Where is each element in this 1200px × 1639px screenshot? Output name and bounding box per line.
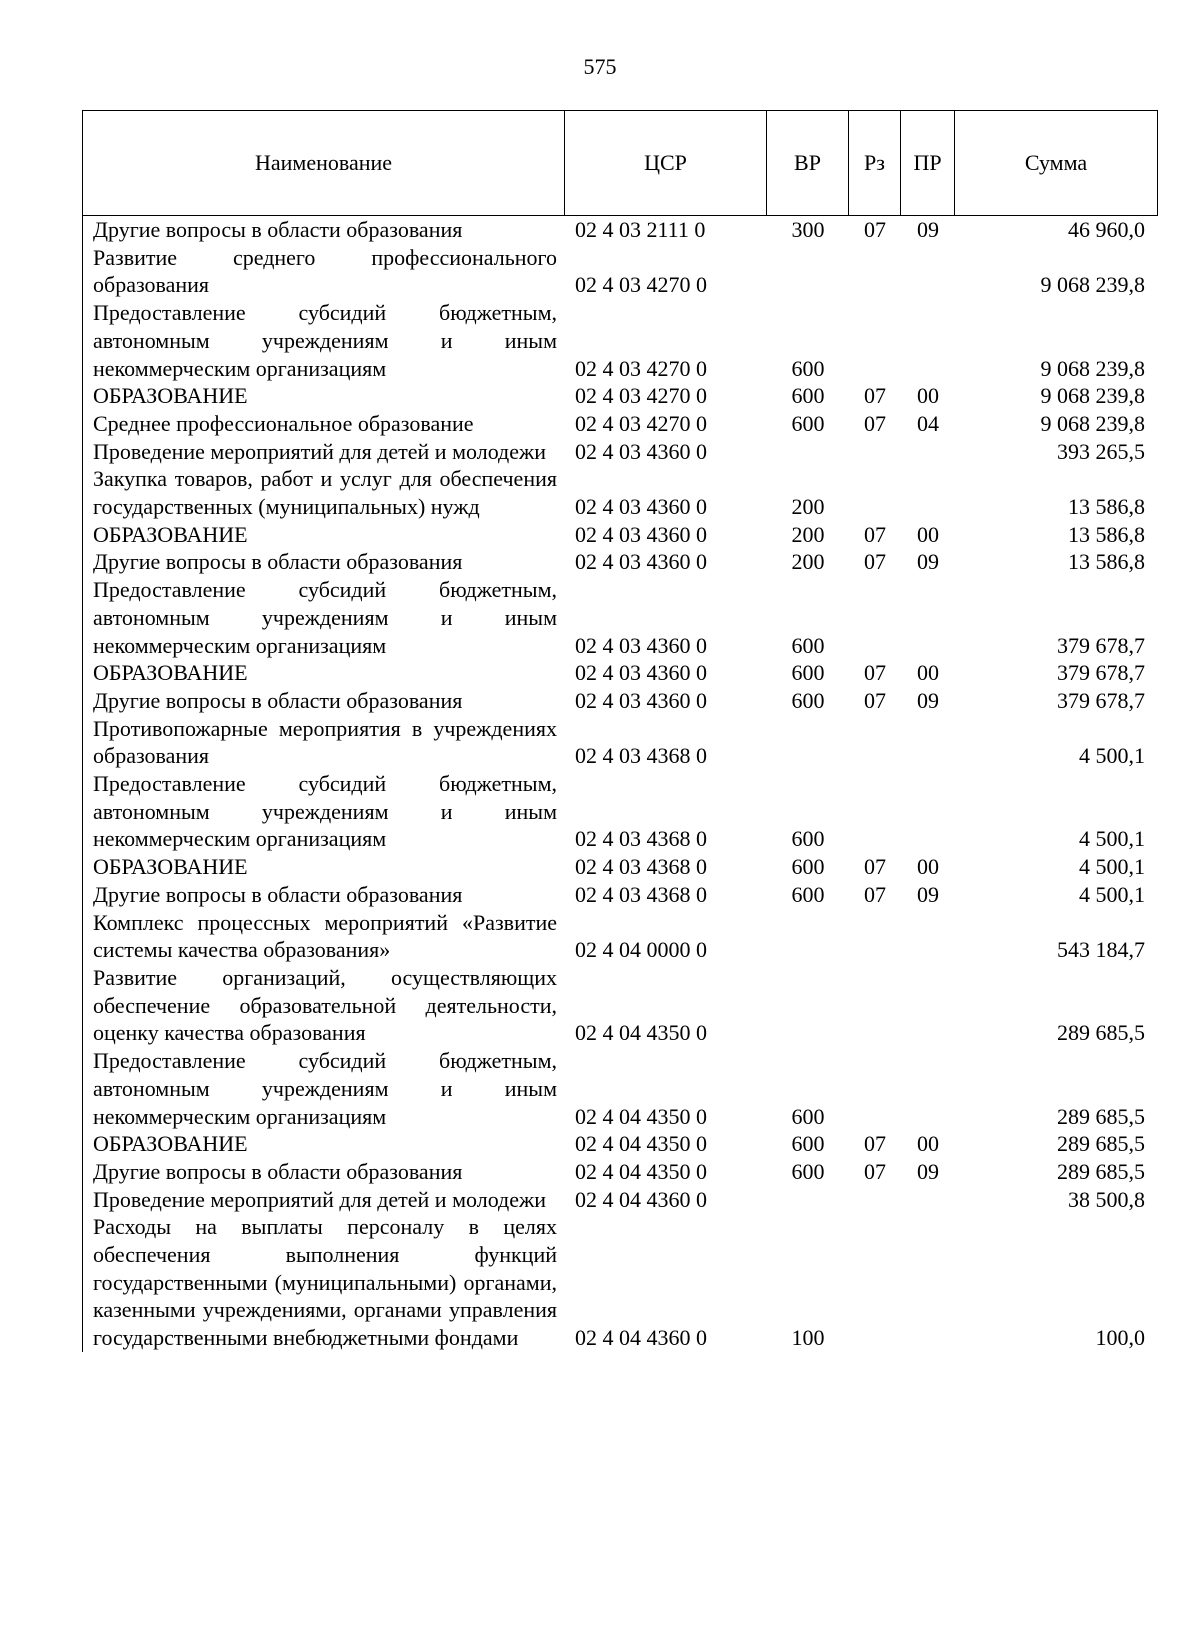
row-sum: 13 586,8 (1068, 521, 1145, 547)
page-number: 575 (583, 54, 617, 79)
row-sum: 289 685,5 (1057, 1103, 1145, 1129)
row-sum: 379 678,7 (1057, 660, 1145, 686)
row-sum: 13 586,8 (1068, 549, 1145, 575)
row-rz: 07 (864, 410, 886, 436)
table-row (83, 909, 1159, 964)
row-name: Развитие среднего профессионального образования (93, 244, 557, 298)
table-row (83, 548, 1159, 576)
row-csr: 02 4 03 4360 0 (575, 687, 707, 713)
row-name: Закупка товаров, работ и услуг для обеспечения государственных (муниципальных) нужд (93, 466, 557, 520)
row-pr: 09 (917, 881, 939, 907)
row-vr: 600 (791, 660, 825, 686)
row-sum: 289 685,5 (1057, 1131, 1145, 1157)
table-row (83, 659, 1159, 687)
row-vr: 600 (791, 355, 825, 381)
row-csr: 02 4 03 4360 0 (575, 494, 707, 520)
row-csr: 02 4 04 4350 0 (575, 1020, 707, 1046)
table-row (83, 715, 1159, 770)
row-name: Среднее профессиональное образование (93, 410, 474, 436)
table-row (83, 1158, 1159, 1186)
row-name: Противопожарные мероприятия в учреждениях образования (93, 715, 557, 769)
row-vr: 200 (791, 494, 825, 520)
row-csr: 02 4 03 4270 0 (575, 383, 707, 409)
row-name: ОБРАЗОВАНИЕ (93, 1131, 248, 1157)
row-name: Другие вопросы в области образования (93, 687, 463, 713)
row-csr: 02 4 04 4360 0 (575, 1186, 707, 1212)
table-row (83, 576, 1159, 659)
table-row (83, 853, 1159, 881)
table-header (82, 110, 1158, 216)
row-csr: 02 4 03 4360 0 (575, 438, 707, 464)
row-csr: 02 4 03 4368 0 (575, 826, 707, 852)
row-sum: 100,0 (1095, 1325, 1145, 1351)
row-vr: 600 (791, 1131, 825, 1157)
row-pr: 00 (917, 854, 939, 880)
row-sum: 9 068 239,8 (1040, 355, 1145, 381)
row-csr: 02 4 03 4360 0 (575, 549, 707, 575)
row-pr: 00 (917, 383, 939, 409)
row-vr: 600 (791, 410, 825, 436)
table-row (83, 521, 1159, 549)
row-csr: 02 4 04 0000 0 (575, 937, 707, 963)
row-name: Предоставление субсидий бюджетным, автономным учреждениям и иным некоммерческим организациям (93, 577, 557, 658)
row-vr: 600 (791, 632, 825, 658)
row-name: ОБРАЗОВАНИЕ (93, 854, 248, 880)
row-sum: 9 068 239,8 (1040, 410, 1145, 436)
row-sum: 4 500,1 (1079, 743, 1145, 769)
row-rz: 07 (864, 687, 886, 713)
header-name: Наименование (83, 111, 565, 215)
row-vr: 600 (791, 1158, 825, 1184)
row-sum: 4 500,1 (1079, 826, 1145, 852)
row-vr: 200 (791, 521, 825, 547)
row-name: Другие вопросы в области образования (93, 217, 463, 242)
row-vr: 600 (791, 826, 825, 852)
row-csr: 02 4 03 4360 0 (575, 521, 707, 547)
row-name: Расходы на выплаты персоналу в целях обеспечения выполнения функций государственными (муниципальными) органами, казенными учреждениями, органами управления государственными внебюджетными фондами (93, 1214, 557, 1351)
row-name: ОБРАЗОВАНИЕ (93, 521, 248, 547)
row-sum: 289 685,5 (1057, 1020, 1145, 1046)
row-pr: 00 (917, 660, 939, 686)
row-sum: 13 586,8 (1068, 494, 1145, 520)
table-row (83, 881, 1159, 909)
row-vr: 600 (791, 881, 825, 907)
row-vr: 200 (791, 549, 825, 575)
row-pr: 09 (917, 687, 939, 713)
table-row (83, 1213, 1159, 1352)
table-row (83, 770, 1159, 853)
header-pr: ПР (901, 111, 955, 215)
row-sum: 289 685,5 (1057, 1158, 1145, 1184)
row-csr: 02 4 04 4350 0 (575, 1103, 707, 1129)
table-row (83, 410, 1159, 438)
row-sum: 4 500,1 (1079, 854, 1145, 880)
table-row (83, 438, 1159, 466)
row-rz: 07 (864, 1158, 886, 1184)
row-vr: 300 (791, 217, 825, 242)
row-csr: 02 4 04 4350 0 (575, 1131, 707, 1157)
table-row (83, 1186, 1159, 1214)
table-row (83, 964, 1159, 1047)
row-csr: 02 4 03 2111 0 (575, 217, 706, 242)
row-rz: 07 (864, 383, 886, 409)
table-row (83, 465, 1159, 520)
row-pr: 00 (917, 1131, 939, 1157)
table-row (83, 299, 1159, 382)
row-rz: 07 (864, 660, 886, 686)
row-rz: 07 (864, 217, 886, 242)
row-sum: 393 265,5 (1057, 438, 1145, 464)
row-sum: 46 960,0 (1068, 217, 1145, 242)
row-csr: 02 4 03 4368 0 (575, 743, 707, 769)
row-pr: 04 (917, 410, 939, 436)
row-pr: 09 (917, 1158, 939, 1184)
row-name: Другие вопросы в области образования (93, 1158, 463, 1184)
row-sum: 379 678,7 (1057, 687, 1145, 713)
row-pr: 09 (917, 217, 939, 242)
row-name: Проведение мероприятий для детей и молодежи (93, 438, 546, 464)
row-sum: 38 500,8 (1068, 1186, 1145, 1212)
row-csr: 02 4 04 4350 0 (575, 1158, 707, 1184)
table-row (83, 216, 1159, 244)
row-csr: 02 4 03 4360 0 (575, 660, 707, 686)
row-sum: 543 184,7 (1057, 937, 1145, 963)
header-rz: Рз (849, 111, 901, 215)
row-sum: 9 068 239,8 (1040, 383, 1145, 409)
row-csr: 02 4 04 4360 0 (575, 1325, 707, 1351)
table-body (82, 216, 1159, 1352)
row-name: Предоставление субсидий бюджетным, автономным учреждениям и иным некоммерческим организациям (93, 300, 557, 381)
row-rz: 07 (864, 521, 886, 547)
row-csr: 02 4 03 4360 0 (575, 632, 707, 658)
row-rz: 07 (864, 854, 886, 880)
row-name: Предоставление субсидий бюджетным, автономным учреждениям и иным некоммерческим организациям (93, 771, 557, 852)
row-csr: 02 4 03 4270 0 (575, 355, 707, 381)
row-name: Другие вопросы в области образования (93, 881, 463, 907)
row-name: ОБРАЗОВАНИЕ (93, 383, 248, 409)
row-sum: 4 500,1 (1079, 881, 1145, 907)
row-rz: 07 (864, 549, 886, 575)
row-pr: 09 (917, 549, 939, 575)
row-rz: 07 (864, 1131, 886, 1157)
row-vr: 600 (791, 687, 825, 713)
header-csr: ЦСР (565, 111, 767, 215)
row-pr: 00 (917, 521, 939, 547)
row-vr: 100 (791, 1325, 825, 1351)
header-sum: Сумма (1024, 150, 1088, 175)
row-csr: 02 4 03 4270 0 (575, 410, 707, 436)
row-csr: 02 4 03 4368 0 (575, 881, 707, 907)
row-name: Предоставление субсидий бюджетным, автономным учреждениям и иным некоммерческим организациям (93, 1048, 557, 1129)
row-csr: 02 4 03 4270 0 (575, 272, 707, 298)
header-vr: ВР (767, 111, 849, 215)
row-sum: 379 678,7 (1057, 632, 1145, 658)
table-row (83, 1130, 1159, 1158)
table-row (83, 1047, 1159, 1130)
row-vr: 600 (791, 1103, 825, 1129)
row-vr: 600 (791, 383, 825, 409)
row-name: ОБРАЗОВАНИЕ (93, 660, 248, 686)
row-sum: 9 068 239,8 (1040, 272, 1145, 298)
row-rz: 07 (864, 881, 886, 907)
row-vr: 600 (791, 854, 825, 880)
table-row (83, 244, 1159, 299)
row-name: Комплекс процессных мероприятий «Развитие системы качества образования» (93, 909, 557, 963)
row-name: Развитие организаций, осуществляющих обеспечение образовательной деятельности, оценку качества образования (93, 964, 557, 1046)
table-row (83, 687, 1159, 715)
row-name: Другие вопросы в области образования (93, 549, 463, 575)
row-csr: 02 4 03 4368 0 (575, 854, 707, 880)
row-name: Проведение мероприятий для детей и молодежи (93, 1186, 546, 1212)
table-row (83, 382, 1159, 410)
